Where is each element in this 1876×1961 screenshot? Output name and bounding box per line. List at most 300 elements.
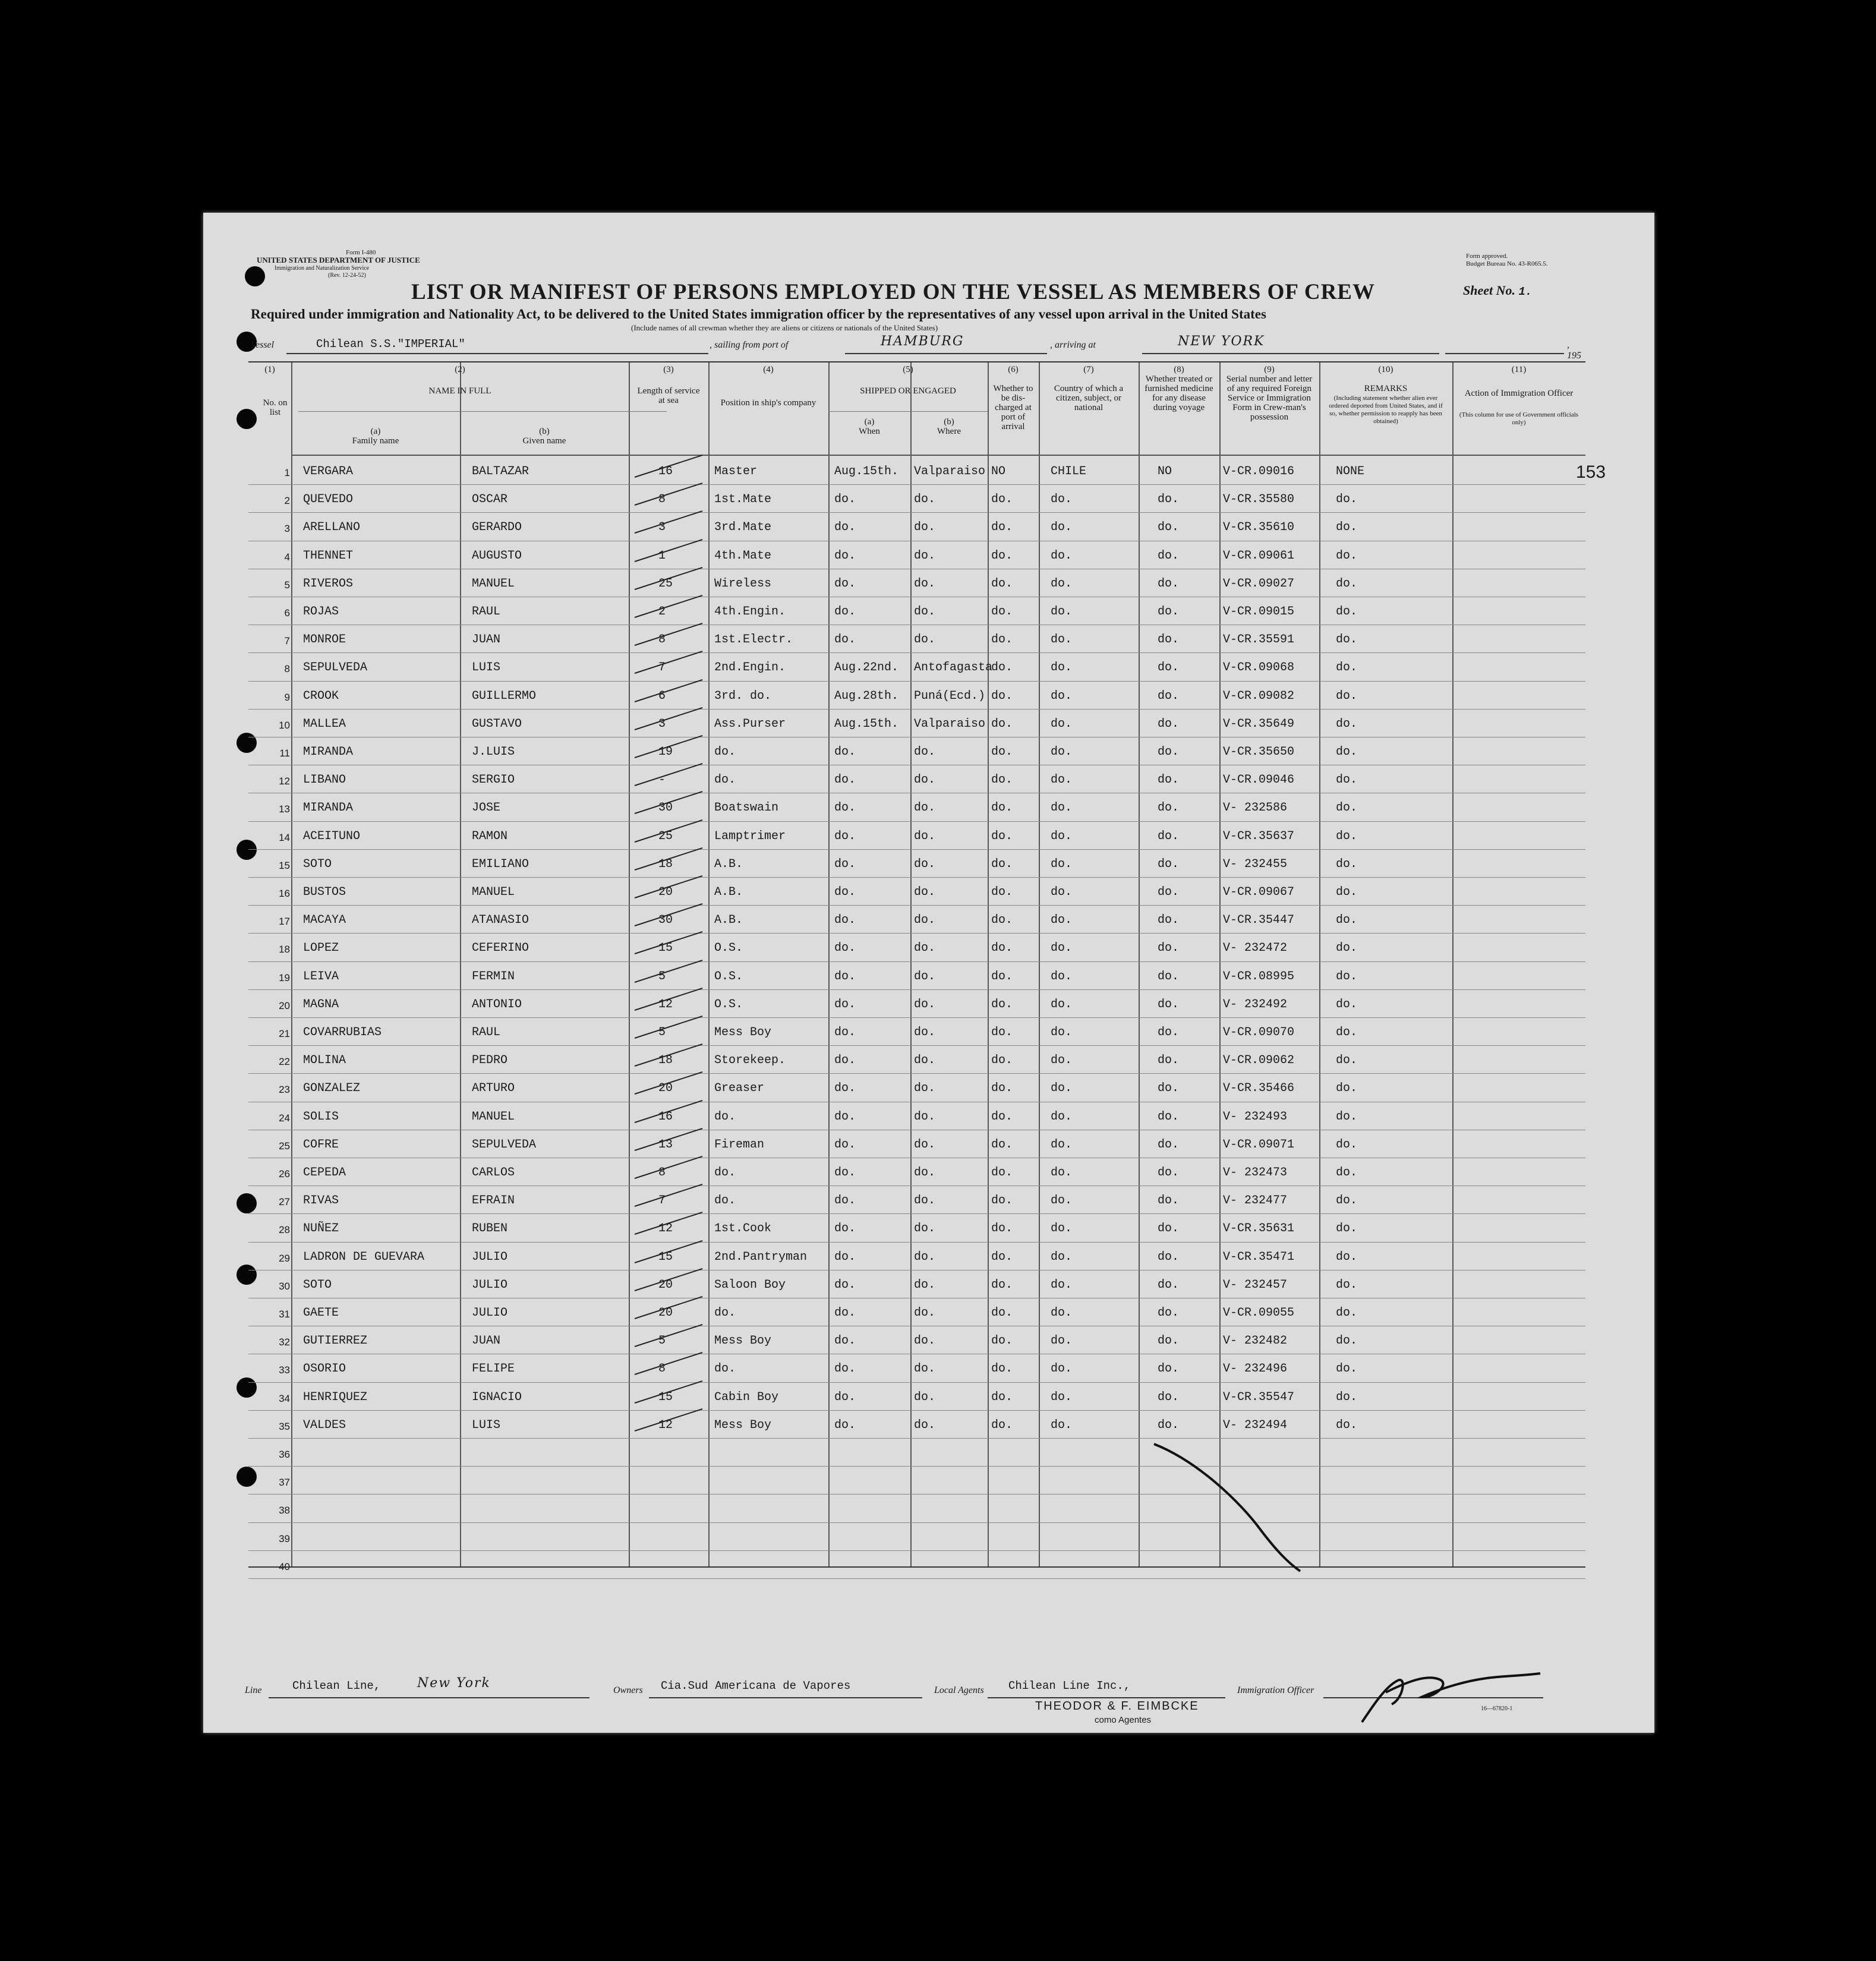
cell-discharged: do. <box>991 1222 1013 1236</box>
arriving-label: , arriving at <box>1050 340 1096 350</box>
sheet-number: 1. <box>1518 285 1533 298</box>
cell-country: do. <box>1051 857 1073 871</box>
cell-when: do. <box>834 997 856 1011</box>
cell-length: 12 <box>658 997 673 1011</box>
cell-country: do. <box>1051 941 1073 956</box>
cell-length: 12 <box>658 1418 673 1432</box>
check-mark <box>635 960 703 983</box>
cell-position: Fireman <box>714 1137 765 1152</box>
cell-when: do. <box>834 1222 856 1236</box>
cell-no: 18 <box>279 944 290 956</box>
cell-serial: V- 232586 <box>1223 801 1288 815</box>
cell-when: do. <box>834 576 856 591</box>
cell-discharged: do. <box>991 1054 1013 1068</box>
cell-country: do. <box>1051 745 1073 759</box>
cell-treated: do. <box>1158 576 1180 591</box>
cell-where: do. <box>914 1222 936 1236</box>
cell-position: O.S. <box>714 969 743 983</box>
cell-no: 36 <box>279 1449 290 1460</box>
cell-family: CEPEDA <box>303 1166 346 1180</box>
col-3-number: (3) <box>663 365 674 374</box>
cell-country: do. <box>1051 1250 1073 1264</box>
cell-country: do. <box>1051 1082 1073 1096</box>
col-11-number: (11) <box>1511 365 1527 374</box>
cell-given: RAMON <box>472 829 508 843</box>
cell-serial: V-CR.35631 <box>1223 1222 1295 1236</box>
table-row <box>248 1073 1585 1102</box>
cell-position: do. <box>714 1166 736 1180</box>
col-6-number: (6) <box>1008 365 1019 374</box>
cell-serial: V-CR.09046 <box>1223 773 1295 787</box>
cell-treated: do. <box>1158 1166 1180 1180</box>
cell-family: MONROE <box>303 633 346 647</box>
cell-when: do. <box>834 1082 856 1096</box>
cell-discharged: do. <box>991 1278 1013 1292</box>
check-mark <box>635 595 703 618</box>
table-row <box>248 1213 1585 1242</box>
cell-given: OSCAR <box>472 493 508 507</box>
cell-given: EFRAIN <box>472 1194 515 1208</box>
cell-serial: V-CR.09071 <box>1223 1137 1295 1152</box>
cell-given: GUILLERMO <box>472 689 537 703</box>
cell-serial: V-CR.35591 <box>1223 633 1295 647</box>
cell-no: 40 <box>279 1560 290 1572</box>
cell-when: do. <box>834 1250 856 1264</box>
table-row <box>248 1438 1585 1467</box>
cell-family: MAGNA <box>303 997 339 1011</box>
cell-given: IGNACIO <box>472 1390 522 1404</box>
cell-serial: V-CR.35447 <box>1223 913 1295 928</box>
cell-discharged: do. <box>991 493 1013 507</box>
cell-when: do. <box>834 1418 856 1432</box>
cell-serial: V-CR.09055 <box>1223 1306 1295 1320</box>
owners-name: Cia.Sud Americana de Vapores <box>661 1679 851 1692</box>
cell-position: do. <box>714 1194 736 1208</box>
cell-when: do. <box>834 941 856 956</box>
cell-remarks: do. <box>1336 969 1358 983</box>
cell-discharged: do. <box>991 1334 1013 1348</box>
table-row <box>248 1242 1585 1270</box>
col-shipped-header: SHIPPED OR ENGAGED <box>860 386 956 396</box>
cell-treated: do. <box>1158 1418 1180 1432</box>
cell-length: 1 <box>658 548 666 563</box>
cell-given: SERGIO <box>472 773 515 787</box>
cell-when: do. <box>834 605 856 619</box>
col-position-header: Position in ship's company <box>720 398 816 408</box>
cell-when: do. <box>834 829 856 843</box>
revision: (Rev. 12-24-52) <box>328 272 366 279</box>
cell-no: 38 <box>279 1505 290 1517</box>
table-row <box>248 905 1585 934</box>
col-9-number: (9) <box>1264 365 1275 374</box>
cell-country: do. <box>1051 1390 1073 1404</box>
cell-remarks: do. <box>1336 801 1358 815</box>
cell-country: do. <box>1051 605 1073 619</box>
check-mark <box>635 1016 703 1039</box>
cell-discharged: do. <box>991 576 1013 591</box>
cell-position: Mess Boy <box>714 1334 772 1348</box>
cell-treated: do. <box>1158 1137 1180 1152</box>
cell-treated: do. <box>1158 773 1180 787</box>
cell-where: do. <box>914 1082 936 1096</box>
cell-given: MANUEL <box>472 885 515 899</box>
cell-no: 16 <box>279 888 290 899</box>
cell-country: do. <box>1051 1418 1073 1432</box>
cell-no: 30 <box>279 1280 290 1292</box>
table-row <box>248 456 1585 485</box>
cell-discharged: do. <box>991 857 1013 871</box>
col-name-header: NAME IN FULL <box>428 386 491 396</box>
cell-discharged: do. <box>991 1306 1013 1320</box>
cell-serial: V-CR.09015 <box>1223 605 1295 619</box>
cell-treated: do. <box>1158 717 1180 731</box>
cell-when: do. <box>834 633 856 647</box>
cell-discharged: do. <box>991 661 1013 675</box>
cell-serial: V-CR.35637 <box>1223 829 1295 843</box>
check-mark <box>635 651 703 674</box>
cell-country: do. <box>1051 493 1073 507</box>
cell-no: 39 <box>279 1533 290 1544</box>
cell-given: AUGUSTO <box>472 548 522 563</box>
cell-length: 13 <box>658 1137 673 1152</box>
cell-position: 2nd.Engin. <box>714 661 786 675</box>
cell-country: do. <box>1051 1026 1073 1039</box>
table-row <box>248 1326 1585 1354</box>
cell-position: do. <box>714 745 736 759</box>
cell-when: do. <box>834 493 856 507</box>
cell-remarks: do. <box>1336 1054 1358 1068</box>
cell-family: LADRON DE GUEVARA <box>303 1250 425 1264</box>
cell-no: 2 <box>284 495 290 507</box>
cell-treated: do. <box>1158 521 1180 535</box>
cell-position: Cabin Boy <box>714 1390 779 1404</box>
cell-serial: V-CR.09016 <box>1223 465 1295 478</box>
cell-discharged: do. <box>991 969 1013 983</box>
cell-position: A.B. <box>714 885 743 899</box>
cell-country: do. <box>1051 1137 1073 1152</box>
agents-stamp: THEODOR & F. EIMBCKE <box>1035 1700 1199 1713</box>
line-name: Chilean Line, <box>292 1679 381 1692</box>
cell-treated: do. <box>1158 605 1180 619</box>
cell-family: HENRIQUEZ <box>303 1390 368 1404</box>
cell-where: Puná(Ecd.) <box>914 689 986 703</box>
vessel-line <box>251 334 1582 361</box>
check-mark <box>635 1184 703 1207</box>
cell-where: do. <box>914 941 936 956</box>
cell-discharged: do. <box>991 941 1013 956</box>
cell-no: 13 <box>279 803 290 815</box>
col-5-number: (5) <box>903 365 913 374</box>
cell-where: do. <box>914 521 936 535</box>
cell-discharged: do. <box>991 801 1013 815</box>
cell-no: 27 <box>279 1196 290 1208</box>
cell-position: Master <box>714 465 758 478</box>
cell-treated: do. <box>1158 1306 1180 1320</box>
cell-discharged: do. <box>991 1082 1013 1096</box>
cell-treated: do. <box>1158 1222 1180 1236</box>
cell-country: do. <box>1051 1054 1073 1068</box>
cell-remarks: do. <box>1336 1222 1358 1236</box>
cell-given: RAUL <box>472 1026 501 1039</box>
cell-country: do. <box>1051 773 1073 787</box>
table-row <box>248 1382 1585 1411</box>
cell-treated: do. <box>1158 689 1180 703</box>
cell-remarks: do. <box>1336 1082 1358 1096</box>
cell-serial: V-CR.35471 <box>1223 1250 1295 1264</box>
cell-country: do. <box>1051 1166 1073 1180</box>
table-row <box>248 1270 1585 1298</box>
manifest-footer <box>245 1663 1612 1728</box>
cell-when: do. <box>834 1362 856 1376</box>
cell-where: do. <box>914 1054 936 1068</box>
check-mark <box>635 707 703 730</box>
cell-where: do. <box>914 1278 936 1292</box>
cell-family: COVARRUBIAS <box>303 1026 382 1039</box>
cell-family: SOTO <box>303 857 332 871</box>
cell-given: JULIO <box>472 1306 508 1320</box>
cell-where: do. <box>914 576 936 591</box>
cell-serial: V- 232472 <box>1223 941 1288 956</box>
punch-hole <box>245 266 265 286</box>
cell-remarks: do. <box>1336 1109 1358 1124</box>
cell-given: J.LUIS <box>472 745 515 759</box>
cell-country: do. <box>1051 1362 1073 1376</box>
cell-length: 7 <box>658 661 666 675</box>
cell-family: QUEVEDO <box>303 493 354 507</box>
cell-country: do. <box>1051 1222 1073 1236</box>
cell-treated: do. <box>1158 745 1180 759</box>
service: Immigration and Naturalization Service <box>275 265 370 272</box>
cell-discharged: do. <box>991 1166 1013 1180</box>
cell-no: 1 <box>284 467 290 478</box>
cell-when: do. <box>834 801 856 815</box>
cell-discharged: do. <box>991 1194 1013 1208</box>
cell-treated: do. <box>1158 829 1180 843</box>
cell-length: 2 <box>658 605 666 619</box>
cell-discharged: do. <box>991 689 1013 703</box>
table-row <box>248 625 1585 653</box>
cell-remarks: do. <box>1336 1278 1358 1292</box>
cell-no: 20 <box>279 1000 290 1011</box>
cell-family: ACEITUNO <box>303 829 361 843</box>
cell-length: 18 <box>658 857 673 871</box>
cell-discharged: do. <box>991 1418 1013 1432</box>
cell-position: Lamptrimer <box>714 829 786 843</box>
cell-given: PEDRO <box>472 1054 508 1068</box>
crew-table <box>248 361 1585 1572</box>
cell-serial: V-CR.35610 <box>1223 521 1295 535</box>
cell-country: do. <box>1051 997 1073 1011</box>
cell-serial: V-CR.35649 <box>1223 717 1295 731</box>
cell-serial: V-CR.09082 <box>1223 689 1295 703</box>
cell-no: 11 <box>279 748 290 759</box>
table-row <box>248 681 1585 710</box>
cell-no: 25 <box>279 1140 290 1152</box>
cell-length: 8 <box>658 1166 666 1180</box>
sheet-number-label <box>1463 283 1532 298</box>
cell-family: LOPEZ <box>303 941 339 956</box>
cell-no: 35 <box>279 1420 290 1432</box>
table-row <box>248 512 1585 541</box>
cell-no: 22 <box>279 1056 290 1068</box>
cell-family: ROJAS <box>303 605 339 619</box>
cell-remarks: do. <box>1336 1362 1358 1376</box>
cell-given: BALTAZAR <box>472 465 529 478</box>
cell-given: LUIS <box>472 661 501 675</box>
cell-remarks: do. <box>1336 1166 1358 1180</box>
cell-country: do. <box>1051 801 1073 815</box>
cell-length: 30 <box>658 913 673 928</box>
col-1-number: (1) <box>264 365 275 374</box>
cell-no: 15 <box>279 859 290 871</box>
cell-country: do. <box>1051 633 1073 647</box>
cell-position: Mess Boy <box>714 1026 772 1039</box>
cell-length: 16 <box>658 1109 673 1124</box>
cell-no: 6 <box>284 607 290 619</box>
officer-label: Immigration Officer <box>1237 1685 1314 1695</box>
check-mark <box>635 1352 703 1375</box>
cell-given: ATANASIO <box>472 913 529 928</box>
table-row <box>248 1186 1585 1214</box>
check-mark <box>635 1324 703 1347</box>
cell-where: do. <box>914 969 936 983</box>
cell-family: LIBANO <box>303 773 346 787</box>
officer-signature <box>1350 1663 1552 1728</box>
cell-length: 8 <box>658 633 666 647</box>
col-remarks-header: REMARKS <box>1364 384 1408 393</box>
cell-position: do. <box>714 773 736 787</box>
cell-family: MIRANDA <box>303 801 354 815</box>
cell-treated: do. <box>1158 1054 1180 1068</box>
cell-country: do. <box>1051 1109 1073 1124</box>
cell-remarks: do. <box>1336 548 1358 563</box>
col-action-header: Action of Immigration Officer <box>1464 389 1574 398</box>
table-row <box>248 709 1585 737</box>
cell-treated: do. <box>1158 661 1180 675</box>
cell-treated: do. <box>1158 1250 1180 1264</box>
cell-where: do. <box>914 633 936 647</box>
cell-country: do. <box>1051 521 1073 535</box>
cell-when: do. <box>834 521 856 535</box>
cell-family: MACAYA <box>303 913 346 928</box>
cell-serial: V- 232482 <box>1223 1334 1288 1348</box>
cell-when: Aug.28th. <box>834 689 899 703</box>
table-row <box>248 933 1585 961</box>
cell-where: Valparaiso <box>914 465 986 478</box>
cell-when: Aug.15th. <box>834 465 899 478</box>
col-family-sub: (a) <box>370 427 381 436</box>
cell-family: THENNET <box>303 548 354 563</box>
cell-family: MIRANDA <box>303 745 354 759</box>
cell-family: RIVAS <box>303 1194 339 1208</box>
form-number: Form I-480 <box>346 249 376 256</box>
col-action-note: (This column for use of Government officials only) <box>1459 411 1579 426</box>
cell-remarks: do. <box>1336 493 1358 507</box>
cell-when: do. <box>834 969 856 983</box>
check-mark <box>635 483 703 506</box>
cell-treated: do. <box>1158 1194 1180 1208</box>
cell-remarks: do. <box>1336 1137 1358 1152</box>
page-number: 153 <box>1576 462 1606 482</box>
cell-position: Mess Boy <box>714 1418 772 1432</box>
check-mark <box>635 623 703 646</box>
cell-country: do. <box>1051 576 1073 591</box>
cell-when: do. <box>834 1390 856 1404</box>
line-label: Line <box>245 1685 262 1695</box>
cell-discharged: do. <box>991 548 1013 563</box>
cell-treated: do. <box>1158 1362 1180 1376</box>
cell-serial: V-CR.09068 <box>1223 661 1295 675</box>
cell-given: JULIO <box>472 1278 508 1292</box>
check-mark <box>635 510 703 534</box>
agents-name: Chilean Line Inc., <box>1008 1679 1131 1692</box>
cell-length: 5 <box>658 969 666 983</box>
cell-length: 19 <box>658 745 673 759</box>
cell-serial: V-CR.35650 <box>1223 745 1295 759</box>
cell-where: do. <box>914 913 936 928</box>
table-row <box>248 737 1585 765</box>
agents-label: Local Agents <box>934 1685 984 1695</box>
cell-position: O.S. <box>714 941 743 956</box>
cell-position: 4th.Mate <box>714 548 772 563</box>
cell-serial: V- 232457 <box>1223 1278 1288 1292</box>
cell-remarks: do. <box>1336 1390 1358 1404</box>
cell-family: GUTIERREZ <box>303 1334 368 1348</box>
cell-treated: do. <box>1158 885 1180 899</box>
cell-discharged: do. <box>991 997 1013 1011</box>
cell-no: 28 <box>279 1224 290 1236</box>
col-given-header: Given name <box>522 436 566 446</box>
cell-position: Greaser <box>714 1082 765 1096</box>
line-handwritten: New York <box>417 1676 491 1691</box>
cell-no: 31 <box>279 1309 290 1320</box>
cell-position: do. <box>714 1109 736 1124</box>
cell-given: GUSTAVO <box>472 717 522 731</box>
table-row <box>248 1130 1585 1158</box>
cell-serial: V-CR.35466 <box>1223 1082 1295 1096</box>
cell-where: do. <box>914 1362 936 1376</box>
budget-bureau: Budget Bureau No. 43-R065.5. <box>1466 260 1548 267</box>
cell-where: do. <box>914 1306 936 1320</box>
cell-where: do. <box>914 1194 936 1208</box>
cell-where: Antofagasta <box>914 661 993 675</box>
cell-length: 5 <box>658 1334 666 1348</box>
cell-position: Wireless <box>714 576 772 591</box>
cell-given: JOSE <box>472 801 501 815</box>
cell-remarks: do. <box>1336 1194 1358 1208</box>
cell-length: 3 <box>658 717 666 731</box>
cell-length: 20 <box>658 1082 673 1096</box>
cell-given: ANTONIO <box>472 997 522 1011</box>
cell-serial: V- 232493 <box>1223 1109 1288 1124</box>
table-row <box>248 1466 1585 1495</box>
col-no-header: No. on list <box>263 398 288 417</box>
cell-serial: V-CR.09027 <box>1223 576 1295 591</box>
cell-serial: V-CR.08995 <box>1223 969 1295 983</box>
sailing-label: , sailing from port of <box>710 340 789 350</box>
cell-length: 25 <box>658 829 673 843</box>
cell-no: 9 <box>284 691 290 703</box>
check-mark <box>635 539 703 562</box>
cell-country: do. <box>1051 661 1073 675</box>
cell-family: MALLEA <box>303 717 346 731</box>
table-row <box>248 1102 1585 1130</box>
cell-when: do. <box>834 885 856 899</box>
cell-family: LEIVA <box>303 969 339 983</box>
cell-where: do. <box>914 605 936 619</box>
table-row <box>248 989 1585 1018</box>
table-row <box>248 1494 1585 1522</box>
